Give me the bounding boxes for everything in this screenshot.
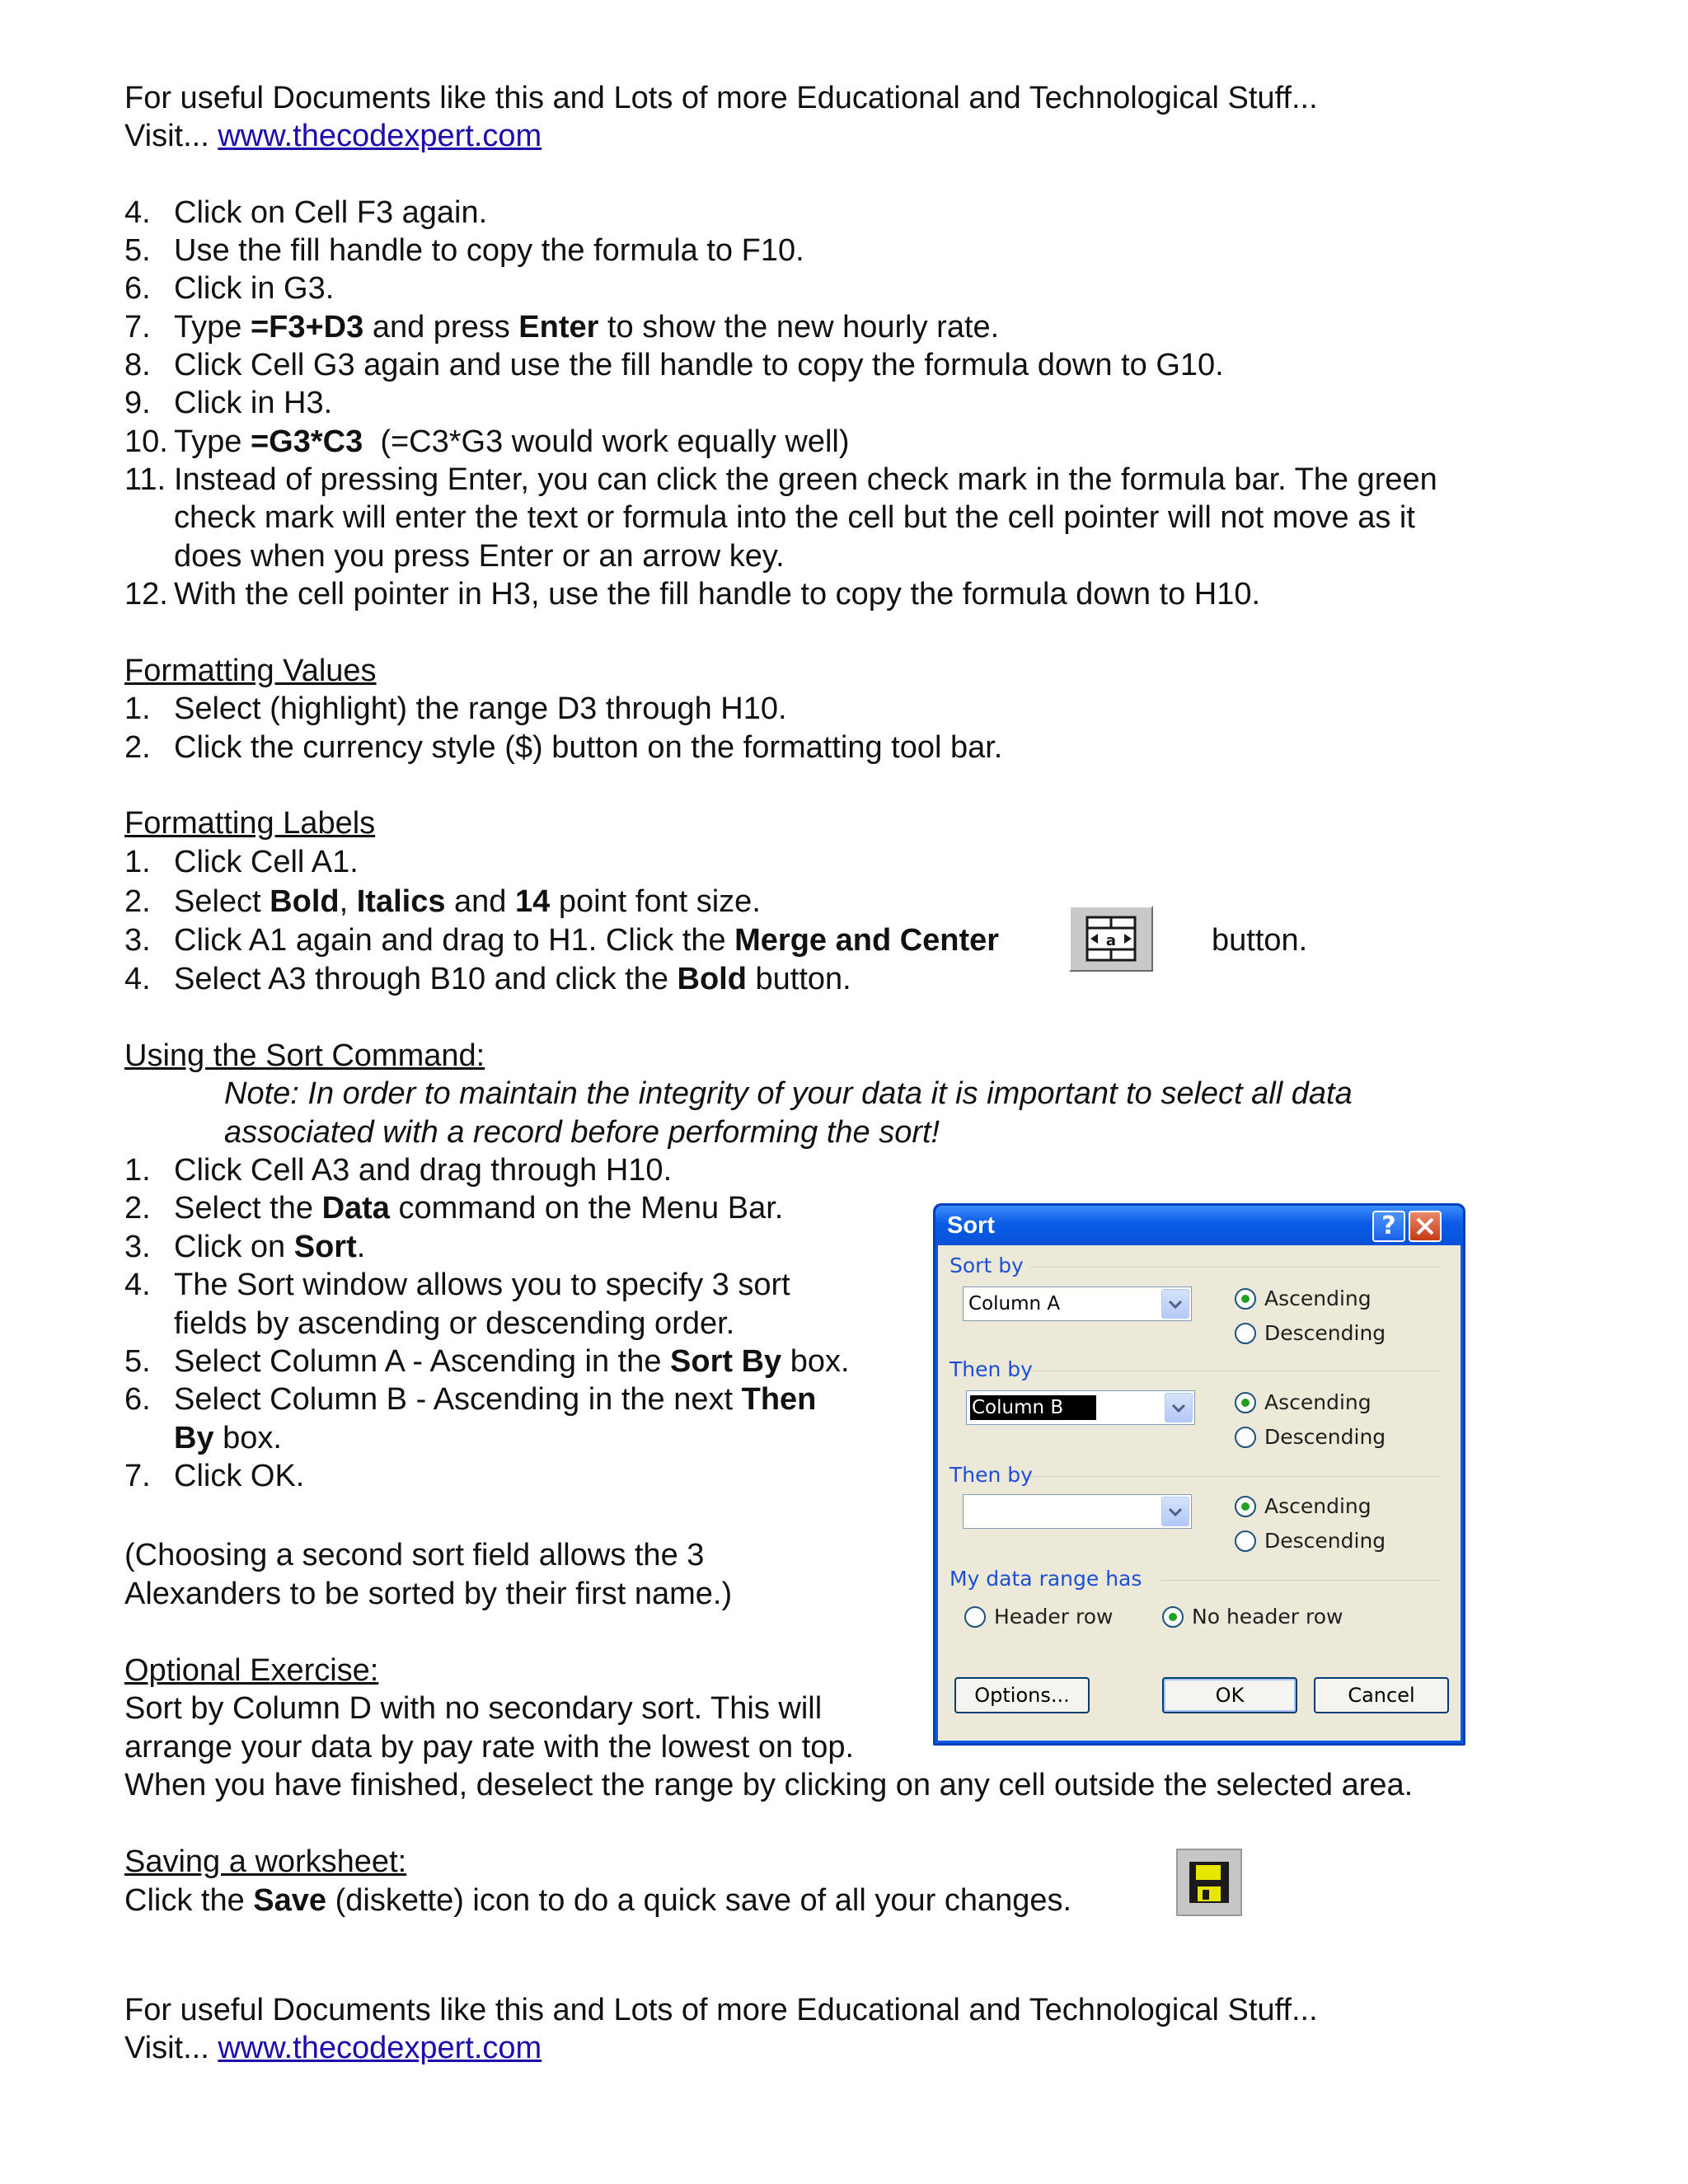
footer-visit-line [124, 2029, 542, 2067]
radio-label: Ascending [1264, 1494, 1372, 1518]
step-text: Select the Data command on the Menu Bar. [174, 1191, 784, 1226]
save-icon [1178, 1850, 1240, 1915]
options-button[interactable]: Options... [954, 1677, 1090, 1713]
dialog-title-bar [935, 1206, 1463, 1245]
footer-link[interactable]: www.thecodexpert.com [218, 2031, 542, 2065]
step-number: 10. [124, 424, 168, 459]
step-text: Type =G3*C3 (=C3*G3 would work equally well) [174, 424, 850, 459]
close-button[interactable] [1409, 1211, 1442, 1242]
step-number: 4. [124, 962, 151, 996]
step-text: Click in H3. [174, 386, 333, 420]
radio-label: Header row [994, 1605, 1114, 1629]
step-number: 12. [124, 577, 168, 612]
step-number: 5. [124, 1344, 151, 1379]
dialog-title: Sort [947, 1212, 995, 1239]
step-text: fields by ascending or descending order. [174, 1306, 735, 1341]
step-number: 1. [124, 845, 151, 879]
sort-by-label: Sort by [950, 1254, 1024, 1277]
step-text: Select (highlight) the range D3 through H10. [174, 691, 787, 726]
radio-descending[interactable] [1235, 1323, 1256, 1344]
group-divider [1030, 1476, 1441, 1477]
step-number: 1. [124, 1153, 151, 1188]
close-icon [1410, 1212, 1440, 1240]
optional-exercise-heading: Optional Exercise: [124, 1653, 379, 1688]
header-tagline: For useful Documents like this and Lots of more Educational and Technological Stuff... [124, 81, 1318, 115]
step-number: 5. [124, 233, 151, 268]
header-visit-line [124, 117, 542, 155]
ok-button[interactable]: OK [1162, 1677, 1297, 1713]
step-text: The Sort window allows you to specify 3 sort [174, 1268, 790, 1302]
then-by-combo-2[interactable] [963, 1494, 1192, 1529]
step-text: Click A1 again and drag to H1. Click the Merge and Center [174, 923, 1000, 958]
svg-text:a: a [1105, 932, 1117, 949]
save-button[interactable] [1176, 1849, 1242, 1916]
step-number: 3. [124, 923, 151, 958]
radio-label: Ascending [1264, 1286, 1372, 1310]
step-text: Click Cell A3 and drag through H10. [174, 1153, 673, 1188]
sort-explanation: Alexanders to be sorted by their first name.) [124, 1577, 733, 1611]
saving-heading: Saving a worksheet: [124, 1844, 407, 1879]
radio-label: Descending [1264, 1529, 1386, 1553]
merge-and-center-icon [1071, 907, 1151, 970]
radio-label: No header row [1192, 1605, 1343, 1629]
visit-prefix: Visit... [124, 2031, 218, 2065]
visit-prefix: Visit... [124, 119, 218, 153]
help-button[interactable]: ? [1372, 1211, 1405, 1242]
step-text: Click Cell G3 again and use the fill handle to copy the formula down to G10. [174, 348, 1224, 382]
radio-label: Descending [1264, 1321, 1386, 1345]
formatting-values-heading: Formatting Values [124, 654, 377, 688]
step-number: 4. [124, 195, 151, 230]
then-by-label: Then by [950, 1357, 1033, 1381]
step-text: Type =F3+D3 and press Enter to show the new hourly rate. [174, 310, 1000, 344]
optional-text: arrange your data by pay rate with the lowest on top. [124, 1730, 855, 1765]
sort-by-combo[interactable] [963, 1286, 1192, 1321]
step-text: Select Bold, Italics and 14 point font size. [174, 884, 761, 919]
step-number: 8. [124, 348, 151, 382]
step-text: does when you press Enter or an arrow key. [174, 539, 785, 574]
radio-label: Ascending [1264, 1390, 1372, 1414]
dropdown-button[interactable] [1161, 1497, 1189, 1526]
step-number: 4. [124, 1268, 151, 1302]
dropdown-button[interactable] [1161, 1289, 1189, 1319]
step-text: Select Column B - Ascending in the next Then [174, 1382, 817, 1417]
radio-header-row[interactable] [964, 1606, 986, 1628]
step-text: By box. [174, 1421, 282, 1455]
step-text: With the cell pointer in H3, use the fill handle to copy the formula down to H10. [174, 577, 1261, 612]
step-text: Click the currency style ($) button on the formatting tool bar. [174, 730, 1003, 765]
step-text: Click Cell A1. [174, 845, 359, 879]
cancel-button[interactable]: Cancel [1314, 1677, 1449, 1713]
sort-by-value: Column A [968, 1293, 1061, 1315]
step-number: 7. [124, 310, 151, 344]
sort-section-heading: Using the Sort Command: [124, 1038, 485, 1073]
formatting-labels-heading: Formatting Labels [124, 806, 376, 841]
sort-note: Note: In order to maintain the integrity of your data it is important to select all data [224, 1076, 1353, 1111]
group-divider [1030, 1267, 1441, 1268]
radio-ascending[interactable] [1235, 1288, 1256, 1310]
step-text: Click OK. [174, 1459, 305, 1493]
step-number: 6. [124, 1382, 151, 1417]
radio-ascending[interactable] [1235, 1392, 1256, 1413]
step-number: 2. [124, 730, 151, 765]
then-by-label: Then by [950, 1463, 1033, 1487]
optional-text: Sort by Column D with no secondary sort. This will [124, 1691, 823, 1726]
step-text: Click on Cell F3 again. [174, 195, 488, 230]
radio-ascending[interactable] [1235, 1496, 1256, 1517]
step-number: 2. [124, 884, 151, 919]
data-range-label: My data range has [950, 1567, 1142, 1591]
step-text: Instead of pressing Enter, you can click the green check mark in the formula bar. The green [174, 462, 1437, 497]
step-number: 6. [124, 271, 151, 306]
step-number: 2. [124, 1191, 151, 1226]
step-text-after: button. [1212, 923, 1308, 958]
header-link[interactable]: www.thecodexpert.com [218, 119, 542, 153]
group-divider [1160, 1580, 1441, 1581]
step-text: Use the fill handle to copy the formula to F10. [174, 233, 804, 268]
step-number: 1. [124, 691, 151, 726]
step-text: Select A3 through B10 and click the Bold button. [174, 962, 851, 996]
footer-tagline: For useful Documents like this and Lots of more Educational and Technological Stuff... [124, 1993, 1318, 2027]
step-text: Click on Sort. [174, 1230, 366, 1264]
saving-text: Click the Save (diskette) icon to do a quick save of all your changes. [124, 1883, 1072, 1918]
step-text: Select Column A - Ascending in the Sort By box. [174, 1344, 850, 1379]
step-text: Click in G3. [174, 271, 335, 306]
radio-descending[interactable] [1235, 1530, 1256, 1552]
step-number: 11. [124, 462, 166, 497]
sort-explanation: (Choosing a second sort field allows the 3 [124, 1538, 705, 1572]
radio-no-header-row[interactable] [1162, 1606, 1184, 1628]
step-number: 3. [124, 1230, 151, 1264]
sort-note: associated with a record before performing the sort! [224, 1115, 940, 1150]
chevron-down-icon [1162, 1290, 1189, 1318]
chevron-down-icon [1165, 1394, 1192, 1422]
then-by-combo-1[interactable] [966, 1390, 1195, 1425]
sort-dialog [933, 1203, 1465, 1746]
optional-text: When you have finished, deselect the range by clicking on any cell outside the selected area. [124, 1768, 1414, 1802]
step-number: 7. [124, 1459, 151, 1493]
dialog-body [938, 1245, 1461, 1741]
step-text: check mark will enter the text or formula into the cell but the cell pointer will not move as it [174, 500, 1415, 535]
merge-and-center-button[interactable] [1069, 906, 1153, 972]
then-by-value: Column B [970, 1395, 1096, 1420]
radio-label: Descending [1264, 1425, 1386, 1449]
dropdown-button[interactable] [1165, 1393, 1193, 1422]
step-number: 9. [124, 386, 151, 420]
chevron-down-icon [1162, 1497, 1189, 1526]
radio-descending[interactable] [1235, 1427, 1256, 1448]
